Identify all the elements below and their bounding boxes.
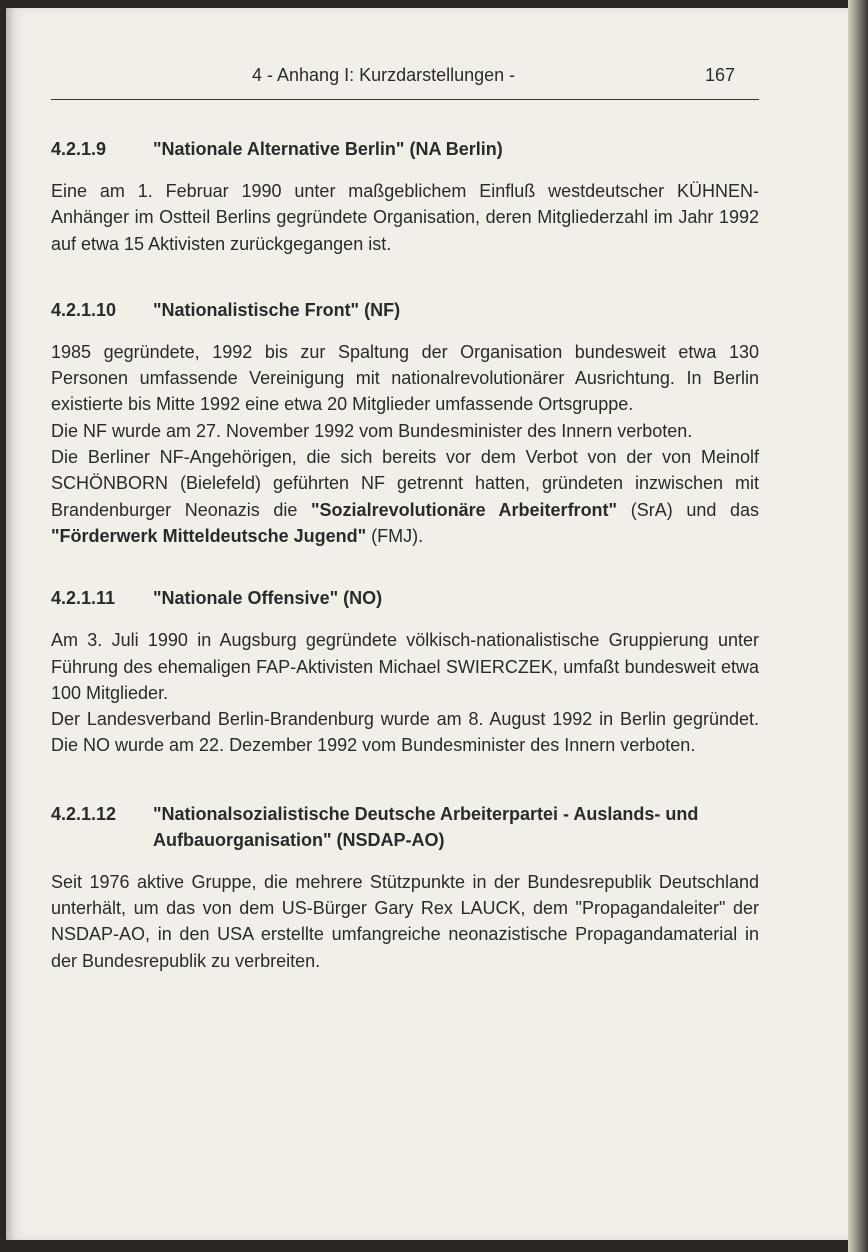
page-number: 167 (705, 65, 736, 85)
section-title: "Nationale Alternative Berlin" (NA Berlin) (153, 139, 503, 159)
paragraph (51, 444, 759, 549)
org-name-sra: "Sozialrevolutionäre Arbeiterfront" (311, 499, 618, 520)
section-heading (51, 136, 759, 162)
paragraph: Seit 1976 aktive Gruppe, die mehrere Stützpunkte in der Bundesrepublik Deutschland unterhält, um das von dem US-Bürger Gary Rex LAUCK, dem "Propagandaleiter" der NSDAP-AO, in den USA erstellte umfangreiche neonazistische Propagandamaterial in der Bundesrepublik zu verbreiten. (51, 871, 759, 971)
section-heading (51, 801, 759, 853)
section-nsdap-ao (51, 801, 759, 974)
header-rule (51, 99, 759, 100)
paragraph: 1985 gegründete, 1992 bis zur Spaltung der Organisation bundesweit etwa 130 Personen umfassende Vereinigung mit nationalrevolutionärer Ausrichtung. In Berlin existierte bis Mitte 1992 eine etwa 20 Mitglieder umfassende Ortsgruppe. (51, 341, 759, 415)
book-spine-edge (848, 0, 868, 1252)
section-heading (51, 297, 759, 323)
paragraph-text: (SrA) und das (617, 499, 759, 520)
running-title: 4 - Anhang I: Kurzdarstellungen - (252, 65, 516, 85)
paragraph-text: (FMJ). (366, 525, 424, 546)
page-content (51, 136, 759, 1009)
section-title: "Nationale Offensive" (NO) (153, 588, 383, 609)
section-number: 4.2.1.12 (51, 803, 117, 824)
paragraph-text: Die Berliner NF-Angehörigen, die sich bereits vor dem Verbot von der von Meinolf SCHÖNBORN (Bielefeld) geführten NF getrennt hatten, gründeten inzwischen mit Brandenburger Neonazis die (51, 447, 759, 520)
section-title: "Nationalistische Front" (NF) (153, 299, 401, 320)
paragraph: Die NF wurde am 27. November 1992 vom Bundesminister des Innern verboten. (51, 420, 693, 441)
section-number: 4.2.1.10 (51, 299, 117, 320)
paragraph: Eine am 1. Februar 1990 unter maßgeblichem Einfluß westdeutscher KÜHNEN-Anhänger im Ostteil Berlins gegründete Organisation, deren Mitgliederzahl im Jahr 1992 auf etwa 15 Aktivisten zurückgegangen ist. (51, 181, 759, 254)
paragraph: Am 3. Juli 1990 in Augsburg gegründete völkisch-nationalistische Gruppierung unter Führung des ehemaligen FAP-Aktivisten Michael SWIERCZEK, umfaßt bundesweit etwa 100 Mitglieder. (51, 630, 759, 703)
section-nf (51, 297, 759, 549)
org-name-fmj: "Förderwerk Mitteldeutsche Jugend" (51, 525, 367, 546)
section-heading (51, 585, 759, 611)
section-number: 4.2.1.11 (51, 588, 116, 609)
section-no (51, 585, 759, 758)
book-page (6, 8, 848, 1240)
section-number: 4.2.1.9 (51, 139, 107, 159)
section-na-berlin (51, 136, 759, 257)
paragraph: Der Landesverband Berlin-Brandenburg wurde am 8. August 1992 in Berlin gegründet. Die NO wurde am 22. Dezember 1992 vom Bundesminister des Innern verboten. (51, 709, 759, 756)
section-title: "Nationalsozialistische Deutsche Arbeiterpartei - Auslands- und Aufbauorganisation" (NSDAP-AO) (153, 803, 699, 850)
